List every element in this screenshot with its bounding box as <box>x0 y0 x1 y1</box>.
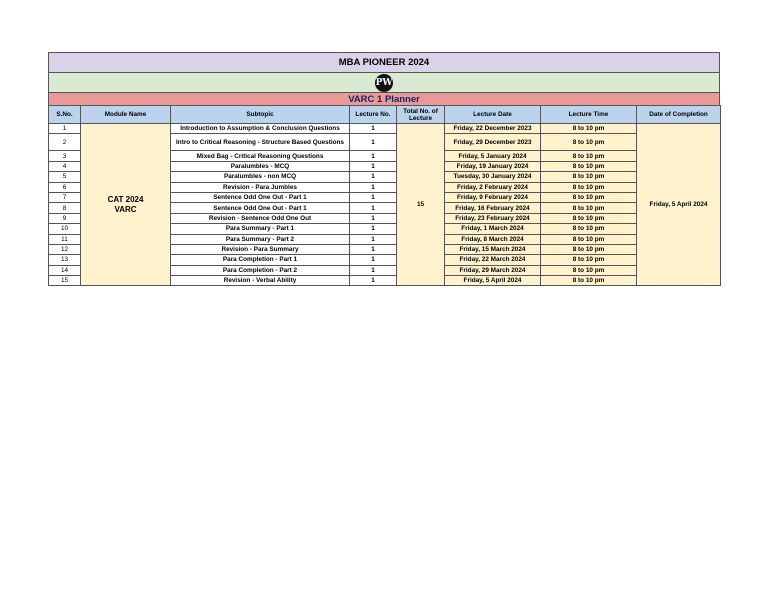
row-lecture-date: Friday, 16 February 2024 <box>445 203 541 213</box>
row-lecture-no: 1 <box>350 161 397 171</box>
planner-table <box>48 105 721 286</box>
header-row <box>49 106 721 124</box>
row-sno: 5 <box>49 172 81 182</box>
module-name-line: VARC <box>114 204 137 214</box>
row-lecture-no: 1 <box>350 234 397 244</box>
row-lecture-no: 1 <box>350 124 397 134</box>
row-subtopic: Revision - Para Summary <box>171 244 350 254</box>
row-lecture-time: 8 to 10 pm <box>541 151 637 161</box>
row-lecture-date: Friday, 9 February 2024 <box>445 192 541 202</box>
row-lecture-time: 8 to 10 pm <box>541 161 637 171</box>
row-sno: 1 <box>49 124 81 134</box>
col-header-date: Lecture Date <box>445 106 541 124</box>
logo-row <box>48 72 720 92</box>
col-header-sno: S.No. <box>49 106 81 124</box>
row-subtopic: Introduction to Assumption & Conclusion Questions <box>171 124 350 134</box>
row-lecture-date: Friday, 22 December 2023 <box>445 124 541 134</box>
row-lecture-time: 8 to 10 pm <box>541 134 637 151</box>
row-sno: 13 <box>49 255 81 265</box>
row-sno: 7 <box>49 192 81 202</box>
row-lecture-no: 1 <box>350 203 397 213</box>
planner-subtitle: VARC 1 Planner <box>48 92 720 105</box>
row-lecture-no: 1 <box>350 265 397 275</box>
row-lecture-no: 1 <box>350 192 397 202</box>
row-sno: 10 <box>49 224 81 234</box>
row-sno: 14 <box>49 265 81 275</box>
row-lecture-date: Tuesday, 30 January 2024 <box>445 172 541 182</box>
row-sno: 4 <box>49 161 81 171</box>
row-lecture-date: Friday, 19 January 2024 <box>445 161 541 171</box>
row-subtopic: Sentence Odd One Out - Part 1 <box>171 203 350 213</box>
row-subtopic: Para Completion - Part 2 <box>171 265 350 275</box>
row-lecture-no: 1 <box>350 244 397 254</box>
row-sno: 3 <box>49 151 81 161</box>
row-lecture-no: 1 <box>350 255 397 265</box>
row-lecture-date: Friday, 2 February 2024 <box>445 182 541 192</box>
row-lecture-date: Friday, 23 February 2024 <box>445 213 541 223</box>
row-lecture-time: 8 to 10 pm <box>541 224 637 234</box>
col-header-total: Total No. of Lecture <box>397 106 445 124</box>
row-lecture-no: 1 <box>350 134 397 151</box>
row-subtopic: Para Summary - Part 2 <box>171 234 350 244</box>
table-row <box>49 124 721 134</box>
planner-body <box>49 124 721 286</box>
col-header-lecture-no: Lecture No. <box>350 106 397 124</box>
row-subtopic: Sentence Odd One Out - Part 1 <box>171 192 350 202</box>
row-lecture-time: 8 to 10 pm <box>541 172 637 182</box>
col-header-subtopic: Subtopic <box>171 106 350 124</box>
row-subtopic: Paralumbles - MCQ <box>171 161 350 171</box>
page-title: MBA PIONEER 2024 <box>48 52 720 72</box>
row-subtopic: Revision - Sentence Odd One Out <box>171 213 350 223</box>
row-lecture-time: 8 to 10 pm <box>541 255 637 265</box>
col-header-completion: Date of Completion <box>637 106 721 124</box>
col-header-time: Lecture Time <box>541 106 637 124</box>
row-lecture-date: Friday, 29 December 2023 <box>445 134 541 151</box>
row-lecture-time: 8 to 10 pm <box>541 276 637 286</box>
col-header-module: Module Name <box>81 106 171 124</box>
row-lecture-no: 1 <box>350 213 397 223</box>
row-lecture-date: Friday, 29 March 2024 <box>445 265 541 275</box>
row-lecture-date: Friday, 5 January 2024 <box>445 151 541 161</box>
row-sno: 8 <box>49 203 81 213</box>
row-lecture-no: 1 <box>350 276 397 286</box>
row-subtopic: Paralumbles - non MCQ <box>171 172 350 182</box>
row-lecture-no: 1 <box>350 172 397 182</box>
row-lecture-date: Friday, 8 March 2024 <box>445 234 541 244</box>
row-sno: 15 <box>49 276 81 286</box>
row-sno: 9 <box>49 213 81 223</box>
planner-sheet <box>48 52 720 286</box>
row-lecture-no: 1 <box>350 224 397 234</box>
row-subtopic: Intro to Critical Reasoning - Structure Based Questions <box>171 134 350 151</box>
row-lecture-date: Friday, 1 March 2024 <box>445 224 541 234</box>
row-lecture-date: Friday, 15 March 2024 <box>445 244 541 254</box>
row-lecture-time: 8 to 10 pm <box>541 203 637 213</box>
row-subtopic: Revision - Para Jumbles <box>171 182 350 192</box>
date-of-completion-cell: Friday, 5 April 2024 <box>637 124 721 286</box>
row-subtopic: Mixed Bag - Critical Reasoning Questions <box>171 151 350 161</box>
row-lecture-no: 1 <box>350 182 397 192</box>
row-lecture-time: 8 to 10 pm <box>541 192 637 202</box>
row-subtopic: Revision - Verbal Ability <box>171 276 350 286</box>
row-sno: 6 <box>49 182 81 192</box>
row-lecture-time: 8 to 10 pm <box>541 244 637 254</box>
row-sno: 2 <box>49 134 81 151</box>
pw-logo: PW <box>375 74 393 92</box>
row-lecture-time: 8 to 10 pm <box>541 213 637 223</box>
row-lecture-time: 8 to 10 pm <box>541 265 637 275</box>
row-subtopic: Para Summary - Part 1 <box>171 224 350 234</box>
module-name-line: CAT 2024 <box>107 194 144 204</box>
module-name-cell <box>81 124 171 286</box>
row-lecture-date: Friday, 22 March 2024 <box>445 255 541 265</box>
row-lecture-time: 8 to 10 pm <box>541 234 637 244</box>
total-lectures-cell: 15 <box>397 124 445 286</box>
row-lecture-time: 8 to 10 pm <box>541 182 637 192</box>
row-lecture-time: 8 to 10 pm <box>541 124 637 134</box>
row-subtopic: Para Completion - Part 1 <box>171 255 350 265</box>
row-lecture-date: Friday, 5 April 2024 <box>445 276 541 286</box>
row-lecture-no: 1 <box>350 151 397 161</box>
row-sno: 12 <box>49 244 81 254</box>
row-sno: 11 <box>49 234 81 244</box>
